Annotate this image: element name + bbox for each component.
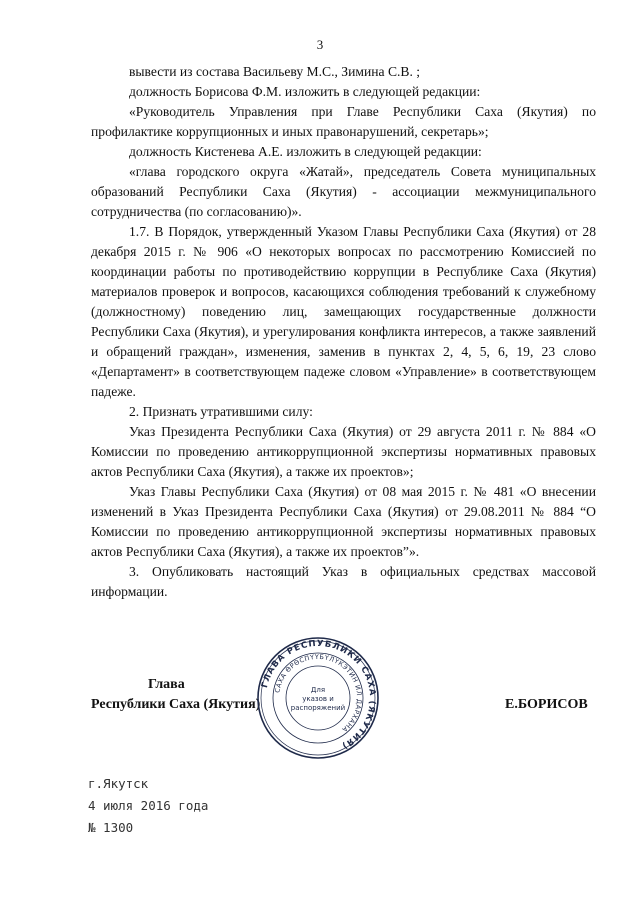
paragraph: Указ Президента Республики Саха (Якутия) от 29 августа 2011 г. № 884 «О Комиссии по проведению антикоррупционной экспертизы нормативных правовых актов Республики Саха (Якутия), а также их проектов»;: [91, 424, 596, 479]
signatory-title-line1: Глава: [148, 677, 185, 692]
paragraph: «Руководитель Управления при Главе Республики Саха (Якутия) по профилактике коррупционных и иных правонарушений, секретарь»;: [91, 104, 596, 139]
paragraph: 2. Признать утратившими силу:: [129, 404, 313, 419]
paragraph: должность Борисова Ф.М. изложить в следующей редакции:: [129, 84, 481, 99]
seal-inner-text: САХА ӨРӨСПҮҮБҮЛҮКЭТИН ИЛ ДАРХАНА: [273, 652, 364, 734]
decree-body: [91, 62, 596, 602]
official-seal-stamp: [256, 636, 380, 760]
seal-outer-text: ГЛАВА РЕСПУБЛИКИ САХА (ЯКУТИЯ): [260, 638, 378, 751]
issue-date: 4 июля 2016 года: [88, 798, 209, 813]
paragraph: «глава городского округа «Жатай», председатель Совета муниципальных образований Республики Саха (Якутия) - ассоциации межмуниципального сотрудничества (по согласованию)».: [91, 164, 596, 219]
seal-center-line2: указов и: [302, 695, 334, 703]
paragraph: вывести из состава Васильеву М.С., Зимина С.В. ;: [129, 64, 421, 79]
paragraph: 3. Опубликовать настоящий Указ в официальных средствах массовой информации.: [91, 564, 596, 599]
issue-city: г.Якутск: [88, 776, 149, 791]
paragraph: должность Кистенева А.Е. изложить в следующей редакции:: [129, 144, 482, 159]
signatory-name: Е.БОРИСОВ: [505, 697, 588, 712]
page-number: 3: [316, 37, 324, 52]
paragraph: 1.7. В Порядок, утвержденный Указом Главы Республики Саха (Якутия) от 28 декабря 2015 г. № 906 «О некоторых вопросах по рассмотрению Комиссией по координации работы по противодействию коррупции в Республике Саха (Якутия) материалов проверок и вопросов, касающихся соблюдения требований к служебному (должностному) поведению лиц, замещающих государственные должности Республики Саха (Якутия), и урегулирования конфликта интересов, а также заявлений и обращений граждан», изменения, заменив в пунктах 2, 4, 5, 6, 19, 23 слово «Департамент» в соответствующем падеже словом «Управление» в соответствующем падеже.: [91, 224, 596, 399]
decree-number: № 1300: [88, 820, 134, 835]
seal-center-line3: распоряжений: [290, 704, 346, 712]
seal-center-line1: Для: [310, 686, 326, 694]
paragraph: Указ Главы Республики Саха (Якутия) от 08 мая 2015 г. № 481 «О внесении изменений в Указ Президента Республики Саха (Якутия) от 29.08.2011 № 884 “О Комиссии по проведению антикоррупционной экспертизы нормативных правовых актов Республики Саха (Якутия), а также их проектов”».: [91, 484, 596, 559]
signatory-title-line2: Республики Саха (Якутия): [91, 697, 261, 712]
